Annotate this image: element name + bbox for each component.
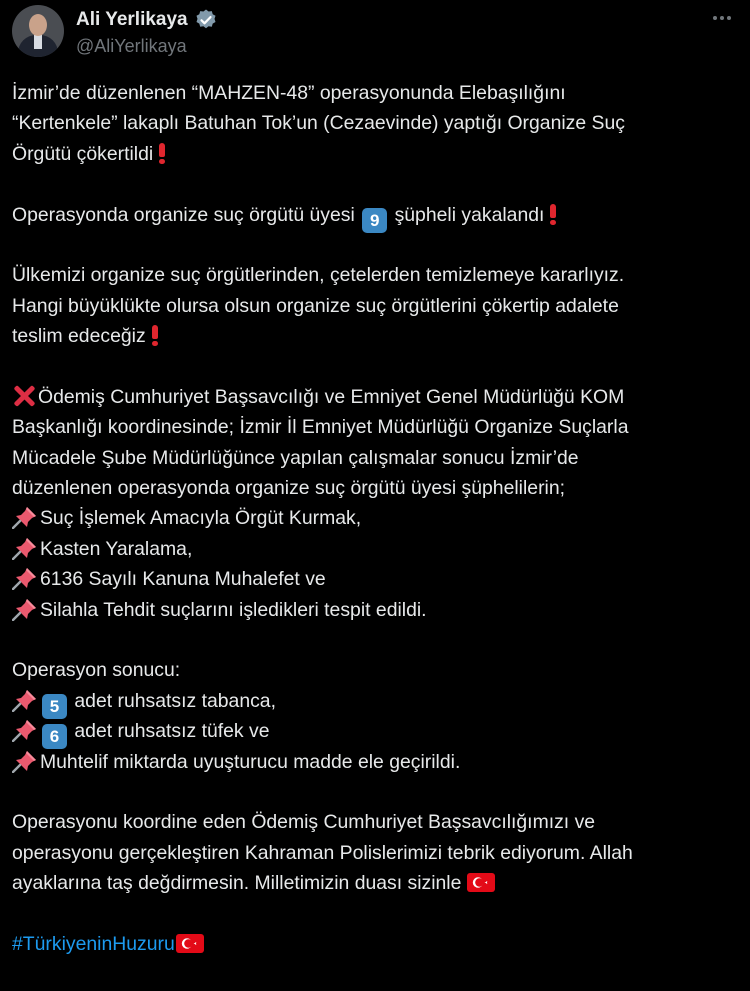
text-segment: teslim edeceğiz [12, 325, 146, 348]
text-segment: 6136 Sayılı Kanuna Muhalefet ve [40, 568, 326, 591]
text-segment: Muhtelif miktarda uyuşturucu madde ele geçirildi. [40, 750, 461, 773]
turkey-flag-icon [467, 873, 495, 892]
text-segment: adet ruhsatsız tabanca, [74, 689, 276, 712]
hashtag-line [12, 929, 740, 959]
text-segment: Kasten Yaralama, [40, 537, 193, 560]
more-options-icon[interactable] [708, 7, 736, 29]
text-line: İzmir’de düzenlenen “MAHZEN-48” operasyonunda Elebaşılığını [12, 82, 566, 104]
text-line [12, 382, 740, 412]
hashtag-link[interactable]: #TürkiyeninHuzuru [12, 932, 175, 955]
list-item [12, 595, 740, 625]
text-line: “Kertenkele” lakaplı Batuhan Tok’un (Cezaevinde) yaptığı Organize Suç [12, 112, 625, 135]
avatar[interactable] [12, 5, 64, 57]
text-line [12, 868, 740, 898]
keycap-number: 9 [362, 208, 387, 233]
keycap-number: 5 [42, 694, 67, 719]
exclamation-icon [152, 325, 158, 345]
list-item [12, 503, 740, 533]
list-item [12, 747, 740, 777]
list-item [12, 534, 740, 564]
text-line [12, 139, 740, 169]
turkey-flag-icon [176, 934, 204, 953]
text-segment: Suç İşlemek Amacıyla Örgüt Kurmak, [40, 507, 362, 530]
list-item [12, 716, 740, 746]
author-name[interactable]: Ali Yerlikaya [76, 9, 188, 30]
text-segment: Silahla Tehdit suçlarını işledikleri tespit edildi. [40, 598, 427, 621]
text-line: Operasyon sonucu: [12, 659, 181, 682]
text-line [12, 321, 740, 351]
text-line [12, 200, 740, 230]
text-line: Hangi büyüklükte olursa olsun organize suç örgütlerini çökertip adalete [12, 294, 619, 317]
text-segment: Ödemiş Cumhuriyet Başsavcılığı ve Emniyet Genel Müdürlüğü KOM [38, 385, 625, 408]
text-line: Başkanlığı koordinesinde; İzmir İl Emniyet Müdürlüğü Organize Suçlarla [12, 416, 629, 439]
pushpin-icon [12, 749, 38, 773]
pushpin-icon [12, 505, 38, 529]
list-item [12, 564, 740, 594]
text-line: düzenlenen operasyonda organize suç örgütü üyesi şüphelilerin; [12, 477, 566, 500]
list-item [12, 686, 740, 716]
pushpin-icon [12, 566, 38, 590]
text-segment: ayaklarına taş değdirmesin. Milletimizin duası sizinle [12, 872, 462, 895]
verified-badge-icon [194, 8, 218, 32]
text-line: operasyonu gerçekleştiren Kahraman Polislerimizi tebrik ediyorum. Allah [12, 841, 633, 864]
text-line: Operasyonu koordine eden Ödemiş Cumhuriyet Başsavcılığımızı ve [12, 811, 596, 834]
text-segment: şüpheli yakalandı [394, 203, 545, 226]
pushpin-icon [12, 536, 38, 560]
pushpin-icon [12, 597, 38, 621]
tweet-header [12, 5, 738, 63]
author-handle[interactable]: @AliYerlikaya [76, 36, 187, 56]
pushpin-icon [12, 718, 38, 742]
text-segment: Örgütü çökertildi [12, 142, 154, 165]
tweet-text [12, 78, 740, 959]
cross-mark-icon [12, 384, 36, 408]
text-segment: adet ruhsatsız tüfek ve [74, 720, 270, 743]
text-line: Ülkemizi organize suç örgütlerinden, çetelerden temizlemeye kararlıyız. [12, 264, 625, 287]
keycap-number: 6 [42, 724, 67, 749]
exclamation-icon [159, 143, 165, 163]
pushpin-icon [12, 688, 38, 712]
text-line: Mücadele Şube Müdürlüğünce yapılan çalışmalar sonucu İzmir’de [12, 446, 579, 469]
exclamation-icon [550, 204, 556, 224]
text-segment: Operasyonda organize suç örgütü üyesi [12, 203, 355, 226]
